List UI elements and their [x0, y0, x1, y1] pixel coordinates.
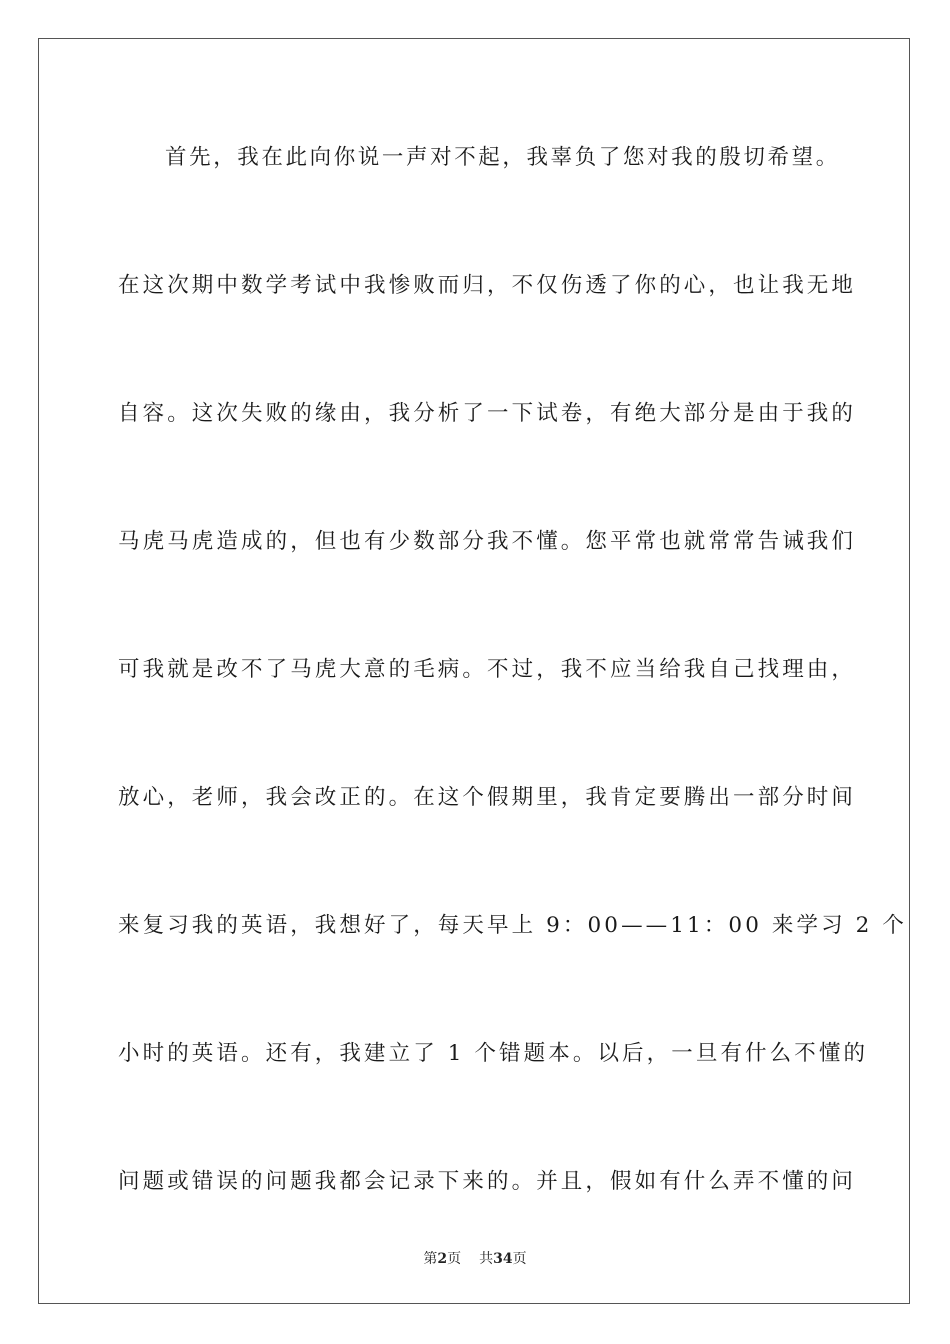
- page-number: 2: [437, 1251, 448, 1267]
- page-suffix: 页: [447, 1251, 462, 1267]
- document-body: [118, 136, 907, 1288]
- page-prefix: 第: [423, 1251, 438, 1267]
- paragraph-line: 在这次期中数学考试中我惨败而归，不仅伤透了你的心，也让我无地: [118, 273, 857, 298]
- paragraph-line: 问题或错误的问题我都会记录下来的。并且，假如有什么弄不懂的问: [118, 1169, 857, 1194]
- paragraph-line: 小时的英语。还有，我建立了 1 个错题本。以后，一旦有什么不懂的: [118, 1041, 869, 1066]
- total-pages: 34: [493, 1251, 513, 1267]
- paragraph-line: 放心，老师，我会改正的。在这个假期里，我肯定要腾出一部分时间: [118, 785, 857, 810]
- total-suffix: 页: [512, 1251, 527, 1267]
- paragraph-line: 来复习我的英语，我想好了，每天早上 9：00——11：00 来学习 2 个: [118, 913, 907, 938]
- total-prefix: 共: [479, 1251, 494, 1267]
- paragraph-line: 自容。这次失败的缘由，我分析了一下试卷，有绝大部分是由于我的: [118, 401, 857, 426]
- page-footer: [0, 1248, 950, 1268]
- paragraph-line: 首先，我在此向你说一声对不起，我辜负了您对我的殷切希望。: [165, 145, 840, 170]
- paragraph-line: 马虎马虎造成的，但也有少数部分我不懂。您平常也就常常告诫我们: [118, 529, 857, 554]
- paragraph-line: 可我就是改不了马虎大意的毛病。不过，我不应当给我自己找理由，: [118, 657, 857, 682]
